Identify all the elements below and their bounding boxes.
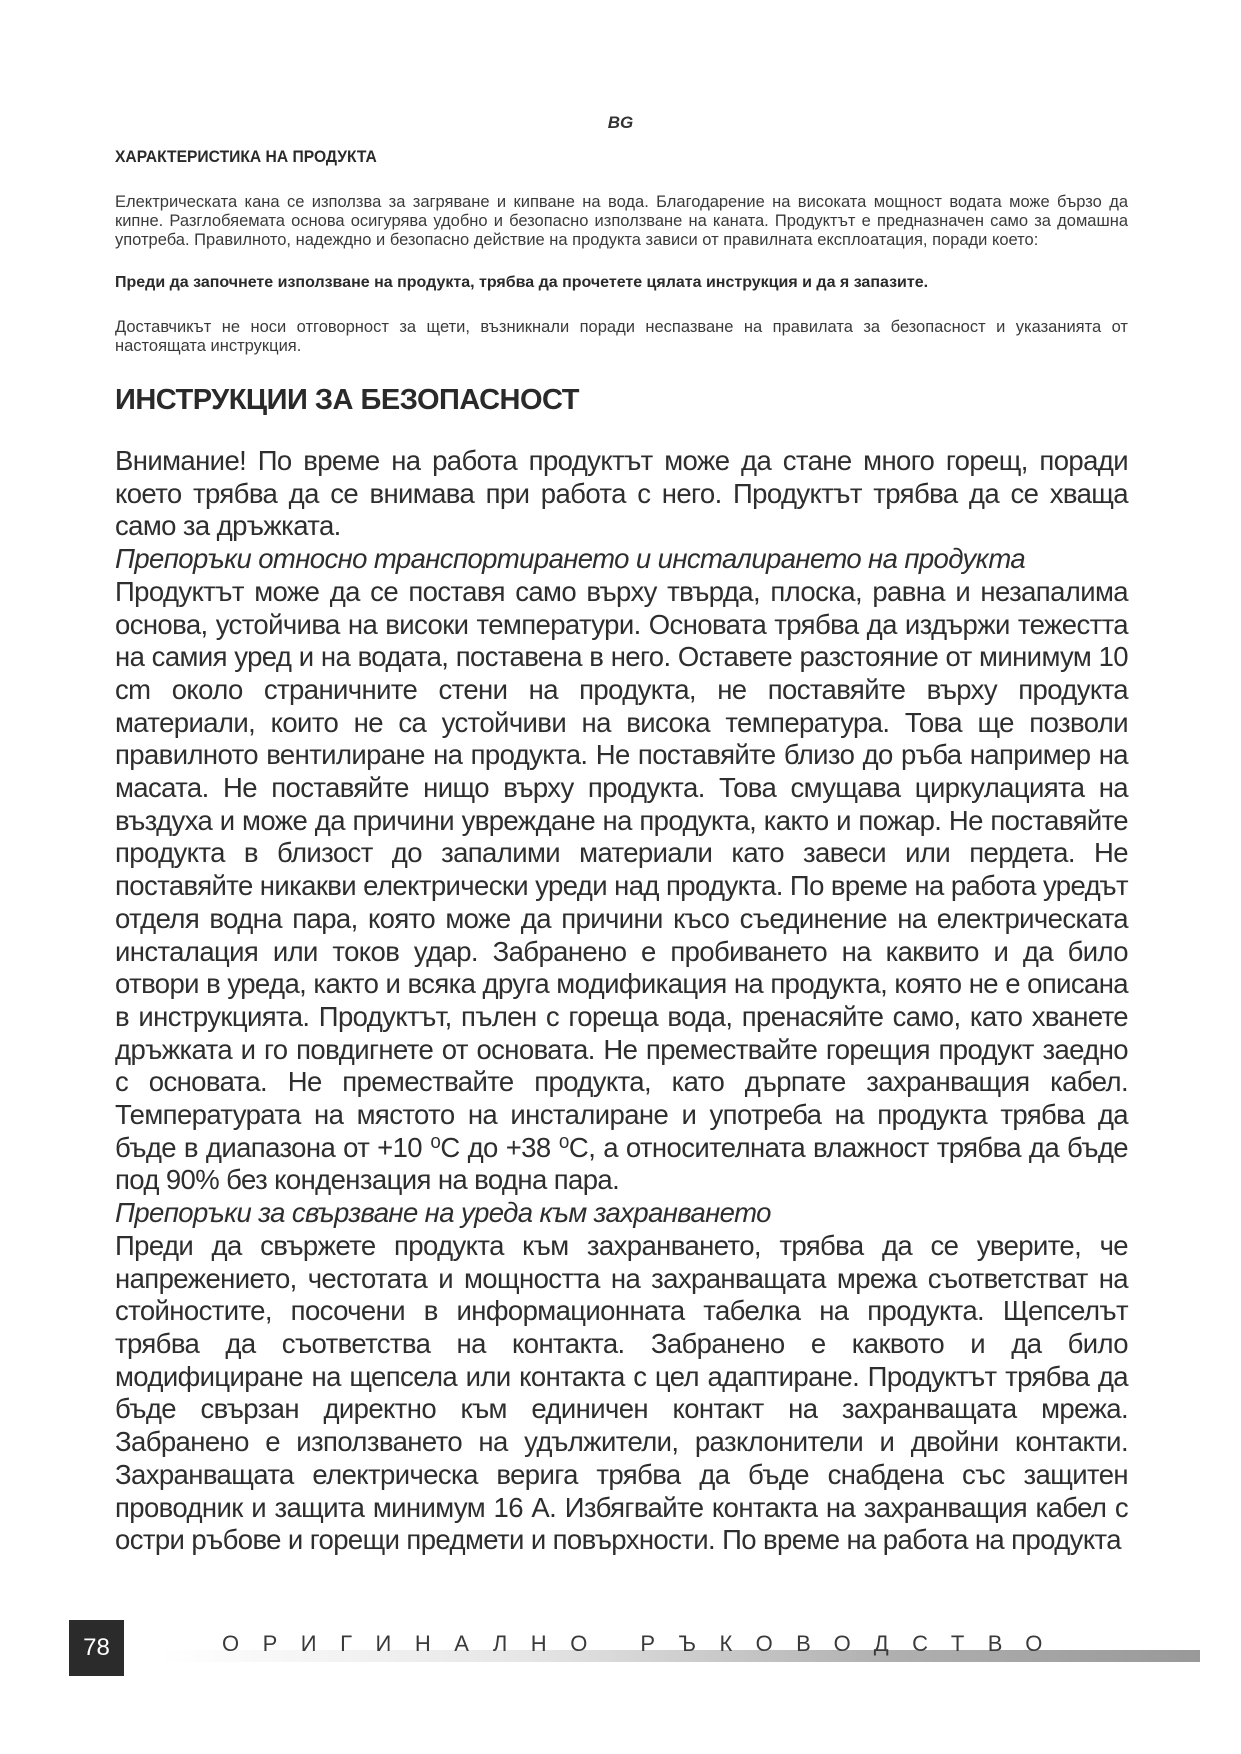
footer-manual-title: ОРИГИНАЛНО РЪКОВОДСТВО: [222, 1631, 1066, 1656]
transport-installation-paragraph: Продуктът може да се поставя само върху твърда, плоска, равна и незапалима основа, устойчива на високи температури. Основата трябва да издържи тежестта на самия уред и на водата, поставена в него. Оставете разстояние от минимум 10 cm около страничните стени на продукта, не поставяйте върху продукта материали, които не са устойчиви на висока температура. Това ще позволи правилното вентилиране на продукта. Не поставяйте близо до ръба например на масата. Не поставяйте нищо върху продукта. Това смущава циркулацията на въздуха и може да причини увреждане на продукта, както и пожар. Не поставяйте продукта в близост до запалими материали като завеси или пердета. Не поставяйте никакви електрически уреди над продукта. По време на работа уредът отделя водна пара, която може да причини късо съединение на електрическата инсталация или токов удар. Забранено е пробиването на каквито и да било отвори в уреда, както и всяка друга модификация на продукта, която не е описана в инструкцията. Продуктът, пълен с гореща вода, пренасяйте само, като хванете дръжката и го повдигнете от основата. Не премествайте горещия продукт заедно с основата. Не премествайте продукта, като дърпате захранващия кабел. Температурата на мястото на инсталиране и употреба на продукта трябва да бъде в диапазона от +10 ⁰C до +38 ⁰C, а относителната влажност трябва да бъде под 90% без кондензация на водна пара.: [115, 575, 1128, 1196]
intro-paragraph: Електрическата кана се използва за загряване и кипване на вода. Благодарение на високата мощност водата може бързо да кипне. Разглобяемата основа осигурява удобно и безопасно използване на каната. Продуктът е предназначен само за домашна употреба. Правилното, надеждно и безопасно действие на продукта зависи от правилната експлоатация, поради което:: [115, 193, 1128, 249]
section-title-product-characteristics: ХАРАКТЕРИСТИКА НА ПРОДУКТА: [115, 147, 377, 166]
section-title-safety-instructions: ИНСТРУКЦИИ ЗА БЕЗОПАСНОСТ: [115, 384, 579, 416]
read-instructions-notice: Преди да започнете използване на продукта, трябва да прочетете цялата инструкция и да я запазите.: [115, 274, 929, 291]
power-connection-paragraph: Преди да свържете продукта към захранването, трябва да се уверите, че напрежението, честотата и мощността на захранващата мрежа съответстват на стойностите, посочени в информационната табелка на продукта. Щепселът трябва да съответства на контакта. Забранено е каквото и да било модифициране на щепсела или контакта с цел адаптиране. Продуктът трябва да бъде свързан директно към единичен контакт на захранващата мрежа. Забранено е използването на удължители, разклонители и двойни контакти. Захранващата електрическа верига трябва да бъде снабдена със защитен проводник и защита минимум 16 A. Избягвайте контакта на захранващия кабел с остри ръбове и горещи предмети и повърхности. По време на работа на продукта: [115, 1229, 1128, 1556]
safety-body: [115, 445, 1128, 1557]
page-number: 78: [69, 1620, 124, 1676]
subheading-power-connection: Препоръки за свързване на уреда към захранването: [115, 1197, 771, 1229]
disclaimer-paragraph: Доставчикът не носи отговорност за щети, възникнали поради неспазване на правилата за безопасност и указанията от настоящата инструкция.: [115, 318, 1128, 355]
language-code: BG: [607, 113, 634, 132]
subheading-transport-installation: Препоръки относно транспортирането и инсталирането на продукта: [115, 543, 1026, 575]
warning-paragraph: Внимание! По време на работа продуктът може да стане много горещ, поради което трябва да се внимава при работа с него. Продуктът трябва да се хваща само за дръжката.: [115, 445, 1128, 542]
page-content: [115, 147, 1128, 1557]
